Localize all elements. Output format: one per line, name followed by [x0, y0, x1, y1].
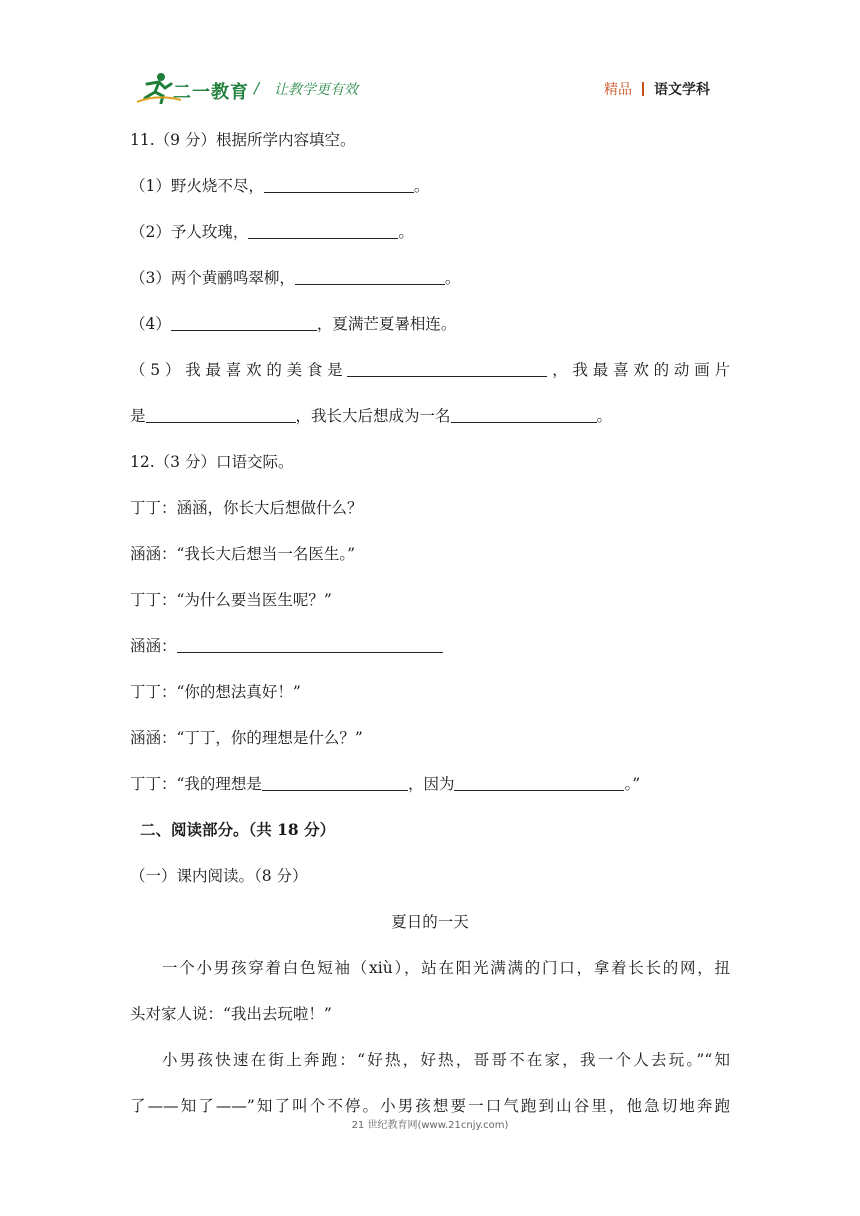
- answer-blank[interactable]: [347, 362, 547, 377]
- story-title: 夏日的一天: [391, 913, 469, 931]
- q12-title: 12.（3 分）口语交际。: [130, 453, 294, 471]
- q11-item-5-mid2: ，我长大后想成为一名: [295, 407, 451, 425]
- story-p2-line2: 了——知了——”知了叫个不停。小男孩想要一口气跑到山谷里，他急切地奔跑: [130, 1097, 730, 1115]
- answer-blank[interactable]: [171, 316, 317, 331]
- q11-item-3: [130, 266, 460, 288]
- page-header: [0, 0, 860, 110]
- story-p1-line1: 一个小男孩穿着白色短袖（xiù），站在阳光满满的门口，拿着长长的网，扭: [162, 959, 730, 977]
- dialogue-answer: [130, 634, 443, 656]
- q11-item-4: [130, 312, 456, 334]
- q11-item-5-prefix: （5）我最喜欢的美食是: [130, 361, 348, 379]
- section-2-title: 二、阅读部分。（共 18 分）: [140, 820, 336, 839]
- q11-item-2-prefix: （2）予人玫瑰，: [130, 223, 249, 241]
- dialogue-line-5: 丁丁：“你的想法真好！”: [130, 683, 301, 701]
- q11-item-4-suffix: ，夏满芒夏暑相连。: [316, 315, 457, 333]
- dialogue-line-7-a: 丁丁：“我的理想是: [130, 775, 262, 793]
- q11-item-3-prefix: （3）两个黄鹂鸣翠柳，: [130, 269, 295, 287]
- story-p2-line1: 小男孩快速在街上奔跑：“好热，好热，哥哥不在家，我一个人去玩。”“知: [162, 1051, 730, 1069]
- answer-blank[interactable]: [264, 178, 414, 193]
- q11-item-2: [130, 220, 414, 242]
- q11-item-1-prefix: （1）野火烧不尽，: [130, 177, 264, 195]
- slogan: 让教学更有效: [274, 82, 358, 98]
- q11-item-5-cont: 是: [130, 407, 146, 425]
- dialogue-line-7-b: ，因为: [407, 775, 455, 793]
- answer-blank[interactable]: [451, 408, 597, 423]
- q11-item-1: [130, 174, 429, 196]
- dialogue-line-7-c: 。”: [624, 775, 641, 793]
- answer-blank[interactable]: [295, 270, 445, 285]
- slogan-separator: /: [254, 79, 260, 97]
- answer-blank[interactable]: [146, 408, 296, 423]
- story-p1-line2: 头对家人说：“我出去玩啦！”: [130, 1005, 332, 1023]
- brand-name: 二一教育: [173, 82, 249, 103]
- q11-item-5-line2: [130, 404, 612, 426]
- q11-item-1-suffix: 。: [413, 177, 430, 195]
- quality-tag: 精品: [604, 82, 632, 98]
- dialogue-line-7: [130, 772, 640, 794]
- q11-item-5-end: 。: [596, 407, 613, 425]
- q11-item-2-suffix: 。: [398, 223, 414, 241]
- q11-item-4-prefix: （4）: [130, 315, 171, 333]
- answer-blank[interactable]: [177, 638, 443, 653]
- answer-blank[interactable]: [454, 776, 624, 791]
- answer-blank[interactable]: [248, 224, 398, 239]
- tag-divider: [642, 82, 644, 96]
- q11-item-3-suffix: 。: [444, 269, 461, 287]
- dialogue-line-1: 丁丁：涵涵，你长大后想做什么？: [130, 499, 363, 517]
- subject-label: 语文学科: [654, 82, 710, 98]
- q11-title: 11.（9 分）根据所学内容填空。: [130, 131, 356, 149]
- page-footer: 21 世纪教育网(www.21cnjy.com): [351, 1120, 509, 1131]
- dialogue-line-6: 涵涵：“丁丁，你的理想是什么？”: [130, 729, 363, 747]
- dialogue-line-3: 丁丁：“为什么要当医生呢？”: [130, 591, 332, 609]
- section-2-sub: （一）课内阅读。（8 分）: [130, 867, 308, 885]
- dialogue-answer-prefix: 涵涵：: [130, 637, 177, 655]
- q11-item-5-line1: [130, 358, 730, 380]
- dialogue-line-2: 涵涵：“我长大后想当一名医生。”: [130, 545, 356, 563]
- answer-blank[interactable]: [262, 776, 408, 791]
- header-tags: [604, 79, 710, 99]
- q11-item-5-mid: ，我最喜欢的动画片: [547, 361, 730, 379]
